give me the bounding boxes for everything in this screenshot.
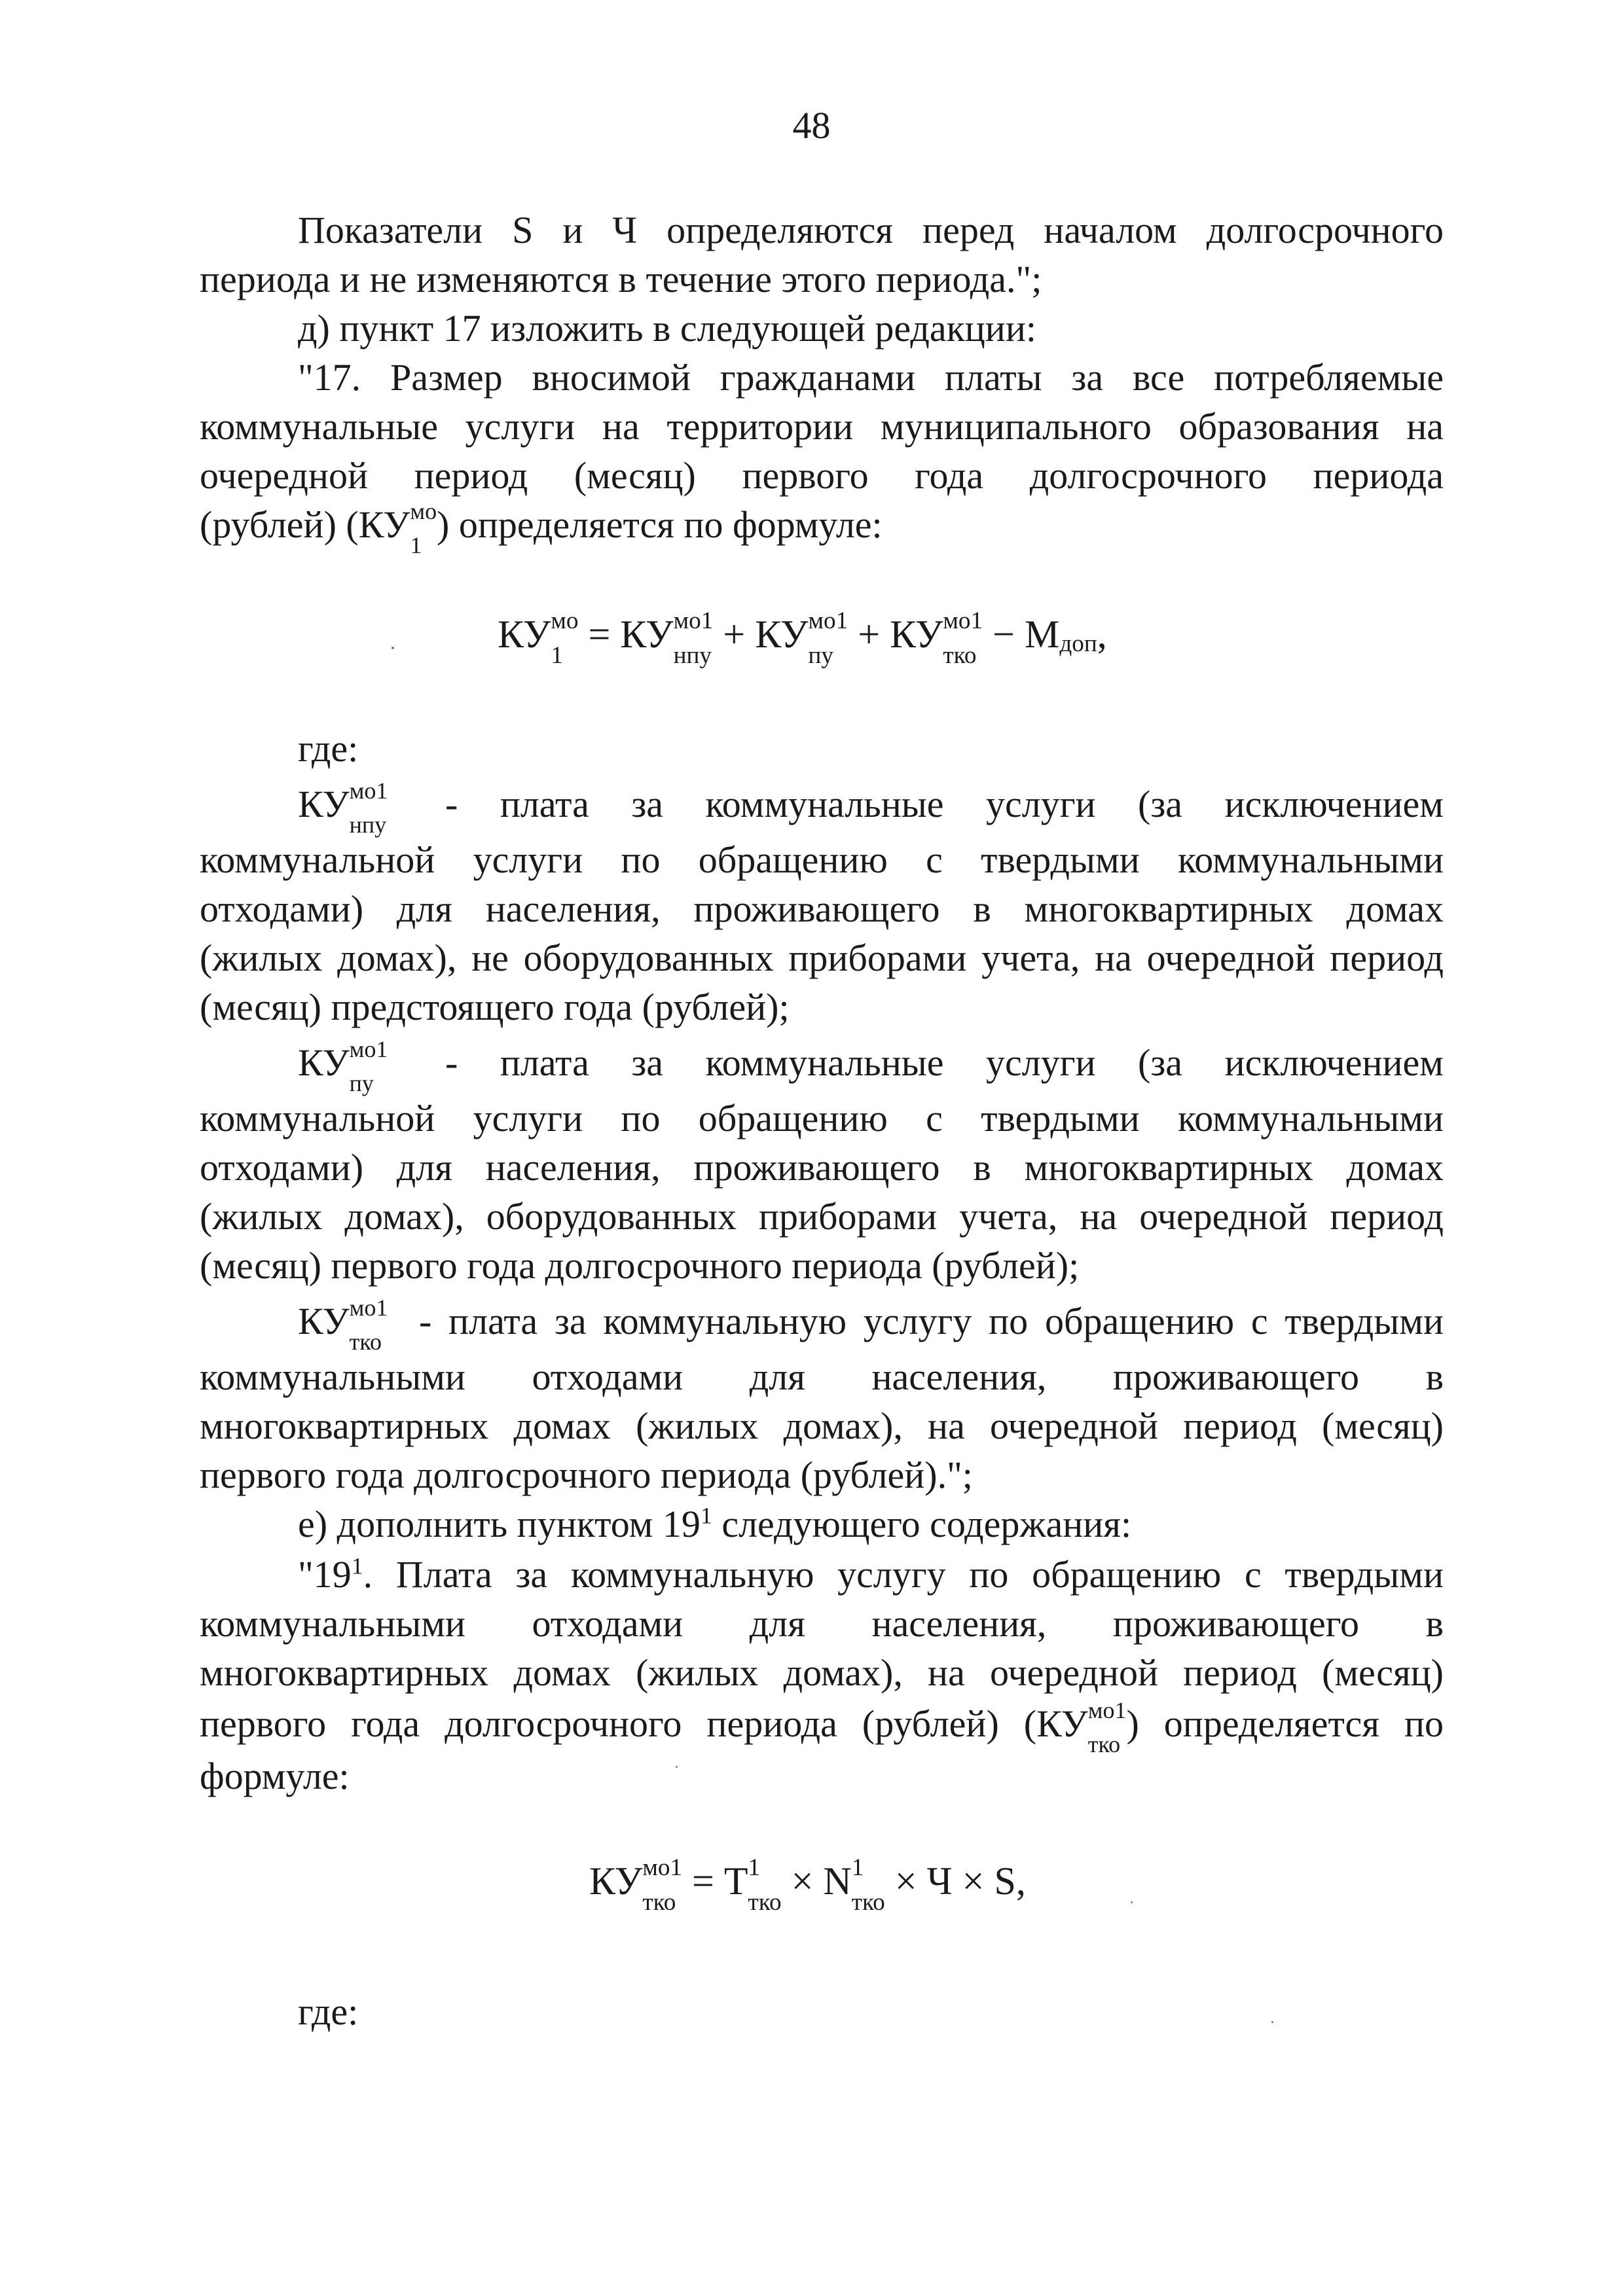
text-line: многоквартирных домах (жилых домах), на очередной период (месяц) bbox=[200, 1651, 1444, 1694]
text-line: коммунальными отходами для населения, проживающего в bbox=[200, 1355, 1444, 1398]
text-line: очередной период (месяц) первого года долгосрочного периода bbox=[200, 454, 1444, 497]
text-line: первого года долгосрочного периода (рублей) (КУ мо1 тко ) определяется по bbox=[200, 1696, 1444, 1757]
text-line: многоквартирных домах (жилых домах), на очередной период (месяц) bbox=[200, 1405, 1444, 1447]
text-line: - плата за коммунальные услуги (за исключением bbox=[445, 1041, 1444, 1084]
scan-speck bbox=[676, 1766, 678, 1768]
text-line: (рублей) (КУ мо 1 ) определяется по формуле: bbox=[200, 497, 883, 558]
symbol-ku-mo1-tko: КУ мо1 тко bbox=[298, 1294, 388, 1355]
symbol-ku-mo-1: КУ мо 1 bbox=[358, 497, 437, 558]
scan-speck bbox=[1131, 1901, 1133, 1903]
text-line: "$19^1$. Плата за коммунальную услугу по обращению с твердыми bbox=[298, 1552, 1444, 1596]
list-item-d: д) пункт 17 изложить в следующей редакции: bbox=[298, 307, 1036, 350]
where-label: где: bbox=[298, 1990, 359, 2033]
list-item-e: е) дополнить пунктом $19^1$ следующего содержания: bbox=[298, 1502, 1132, 1545]
symbol-ku-mo1-npu: КУ мо1 нпу bbox=[298, 777, 388, 838]
formula-ku-mo1-tko: КУ мо1 тко = Т 1 тко × N 1 тко × Ч × S, bbox=[589, 1854, 1026, 1916]
formula-ku-mo-1: КУ мо 1 = КУ мо1 нпу + КУ мо1 пу + КУ мо1 тко − М доп , bbox=[498, 607, 1107, 670]
text-line: (месяц) предстоящего года (рублей); bbox=[200, 986, 790, 1028]
text-line: отходами) для населения, проживающего в многоквартирных домах bbox=[200, 1146, 1444, 1189]
text-line: коммунальные услуги на территории муниципального образования на bbox=[200, 405, 1444, 448]
text-line: формуле: bbox=[200, 1755, 350, 1797]
scan-speck bbox=[1271, 2021, 1273, 2023]
text-line: периода и не изменяются в течение этого периода."; bbox=[200, 258, 1042, 300]
page-number: 48 bbox=[792, 104, 831, 147]
text-line: (месяц) первого года долгосрочного периода (рублей); bbox=[200, 1244, 1080, 1287]
text-line: коммунальной услуги по обращению с твердыми коммунальными bbox=[200, 838, 1444, 881]
text-line: отходами) для населения, проживающего в многоквартирных домах bbox=[200, 888, 1444, 930]
text-line: - плата за коммунальную услугу по обращению с твердыми bbox=[419, 1300, 1444, 1342]
text-line: (жилых домах), оборудованных приборами учета, на очередной период bbox=[200, 1195, 1444, 1238]
text-line: - плата за коммунальные услуги (за исключением bbox=[445, 783, 1444, 825]
text-line: первого года долгосрочного периода (рублей)."; bbox=[200, 1454, 973, 1496]
text-line: Показатели S и Ч определяются перед началом долгосрочного bbox=[298, 209, 1444, 251]
text-line: (жилых домах), не оборудованных приборами учета, на очередной период bbox=[200, 937, 1444, 979]
where-label: где: bbox=[298, 727, 359, 770]
scan-speck bbox=[392, 647, 394, 649]
symbol-ku-mo1-tko: КУ мо1 тко bbox=[1036, 1696, 1127, 1757]
text-line: "17. Размер вносимой гражданами платы за все потребляемые bbox=[298, 356, 1444, 399]
text-line: коммунальной услуги по обращению с твердыми коммунальными bbox=[200, 1097, 1444, 1139]
text-line: коммунальными отходами для населения, проживающего в bbox=[200, 1602, 1444, 1645]
symbol-ku-mo1-pu: КУ мо1 пу bbox=[298, 1035, 388, 1096]
